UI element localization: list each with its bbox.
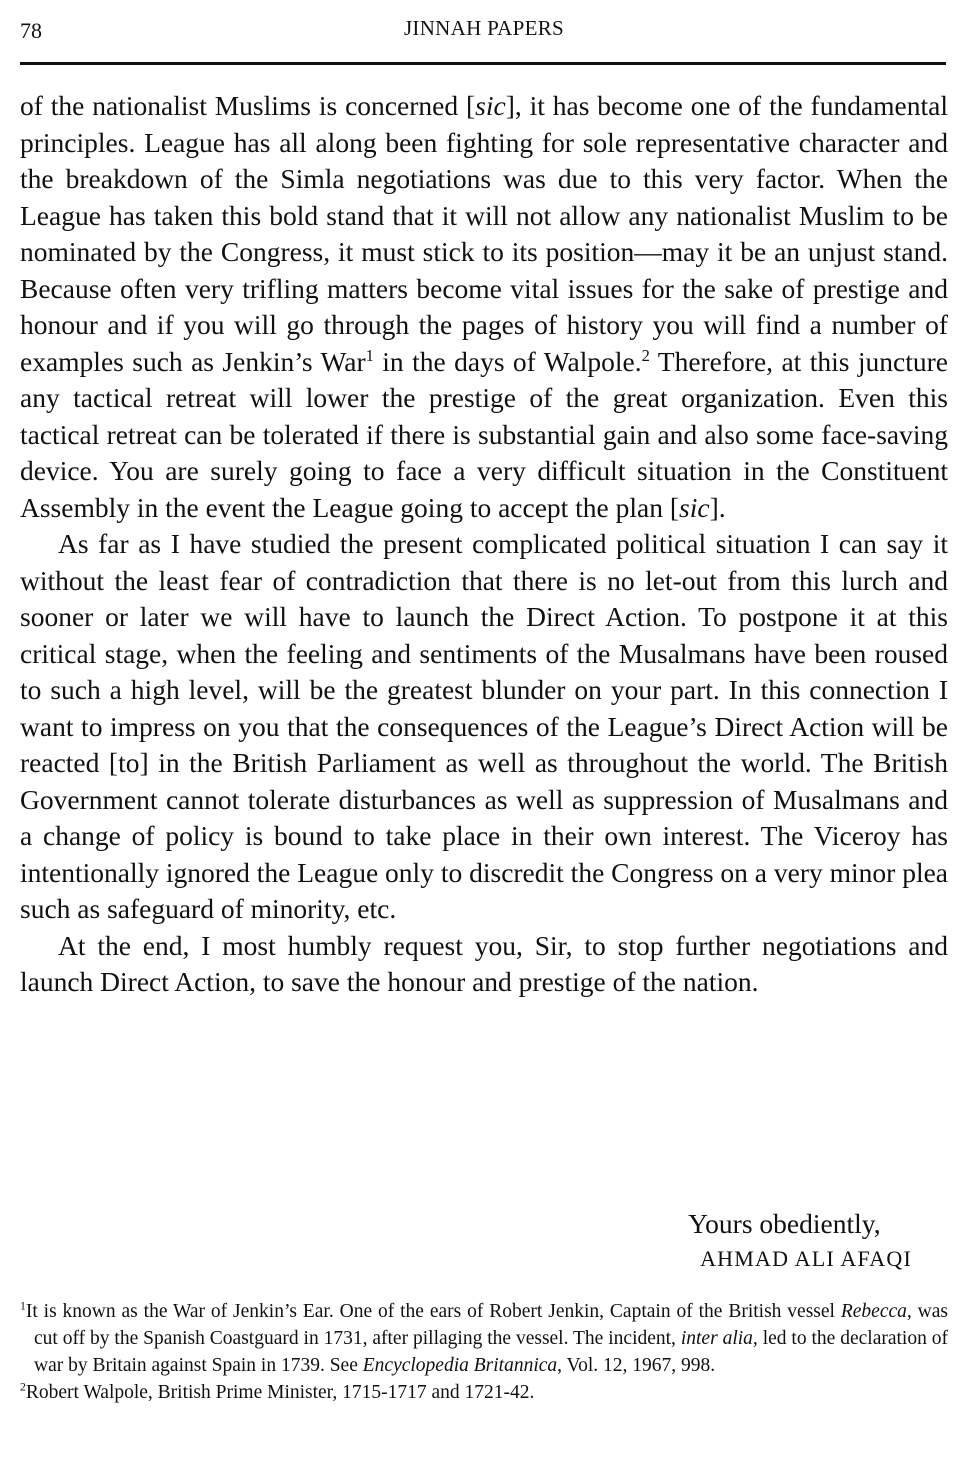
closing-line: Yours obediently,: [688, 1208, 881, 1239]
letter-body: [20, 88, 948, 1001]
footnote-1-source: Encyclopedia Britannica: [362, 1355, 558, 1376]
footnote-1-marker: 1: [20, 1299, 26, 1313]
footnote-ref-2: 2: [641, 345, 650, 365]
paragraph-1: [20, 88, 948, 526]
footnote-ref-1: 1: [365, 345, 374, 365]
signer-name: AHMAD ALI AFAQI: [700, 1246, 912, 1271]
footnote-1-text-c: led to the declaration of war by Britain against Spain in 1739. See: [34, 1328, 948, 1376]
footnote-1-text-b: was cut off by the Spanish Coastguard in 1731, after pillaging the vessel. The incident,: [34, 1301, 949, 1349]
header-rule: [20, 62, 946, 65]
signature-block: [688, 1206, 912, 1276]
p1-text-d: Therefore, at this juncture any tactical retreat will lower the prestige of the great organization. Even this tactical retreat can be tolerated if there is substantial gain and also some face-saving device. You are surely going to face a very difficult situation in the Constituent Assembly in the event the League going to accept the plan [: [20, 345, 948, 523]
footnote-1-inter-alia: inter alia,: [680, 1328, 758, 1349]
running-title: JINNAH PAPERS: [403, 16, 565, 40]
footnote-1: [20, 1298, 948, 1379]
p1-text-e: ].: [709, 491, 726, 523]
footnote-2: [20, 1379, 948, 1406]
footnote-1-vessel: Rebecca,: [840, 1301, 912, 1322]
footnote-1-text-a: It is known as the War of Jenkin’s Ear. One of the ears of Robert Jenkin, Captain of the British vessel: [25, 1301, 841, 1322]
page-header: [20, 14, 948, 54]
paragraph-2: As far as I have studied the present complicated political situation I can say it without the least fear of contradiction that there is no let-out from this lurch and sooner or later we will have to launch the Direct Action. To postpone it at this critical stage, when the feeling and sentiments of the Musalmans have been roused to such a high level, will be the greatest blunder on your part. In this connection I want to impress on you that the consequences of the League’s Direct Action will be reacted [to] in the British Parliament as well as throughout the world. The British Government cannot tolerate disturbances as well as suppression of Musalmans and a change of policy is bound to take place in their own interest. The Viceroy has intentionally ignored the League only to discredit the Congress on a very minor plea such as safeguard of minority, etc.: [20, 528, 948, 924]
sic-note-1: sic: [475, 90, 506, 121]
paragraph-3: At the end, I most humbly request you, Sir, to stop further negotiations and launch Direct Action, to save the honour and prestige of the nation.: [20, 929, 948, 997]
sic-note-2: sic: [679, 491, 710, 523]
footnote-2-text: Robert Walpole, British Prime Minister, 1715-1717 and 1721-42.: [25, 1382, 535, 1403]
footnote-1-text-d: , Vol. 12, 1967, 998.: [557, 1355, 716, 1376]
footnote-2-marker: 2: [20, 1380, 26, 1394]
p1-text-b: ], it has become one of the fundamental principles. League has all along been fighting for sole representative character and the breakdown of the Simla negotiations was due to this very factor. When the League has taken this bold stand that it will not allow any nationalist Muslim to be nominated by the Congress, it must stick to its position—may it be an unjust stand. Because often very trifling matters become vital issues for the sake of prestige and honour and if you will go through the pages of history you will find a number of examples such as Jenkin’s War: [20, 90, 948, 377]
p1-text-a: of the nationalist Muslims is concerned [: [20, 90, 476, 121]
p1-text-c: in the days of Walpole.: [373, 345, 642, 377]
page-number: 78: [20, 18, 42, 43]
footnotes: [20, 1298, 948, 1406]
